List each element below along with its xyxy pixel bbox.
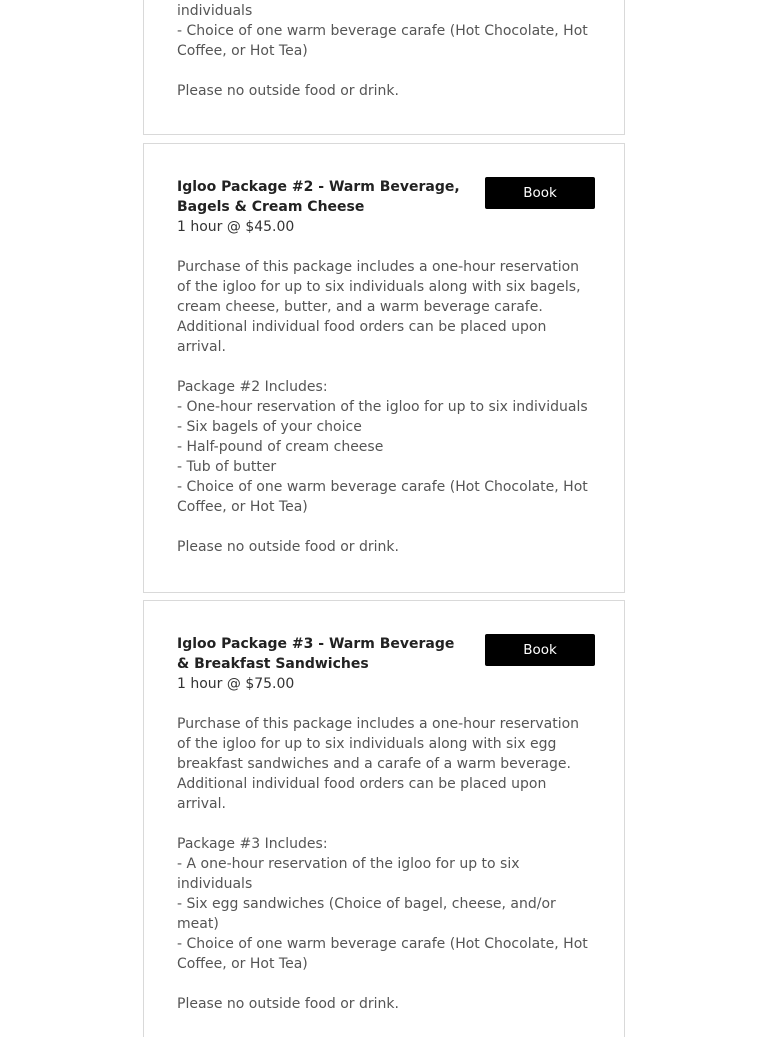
include-item: - One-hour reservation of the igloo for up to six individuals	[177, 399, 588, 415]
include-item: - A one-hour reservation of the igloo for up to six individuals	[177, 856, 520, 892]
package-price: 1 hour @ $45.00	[177, 219, 295, 235]
package-card-1	[143, 0, 625, 135]
include-item: - Six egg sandwiches (Choice of bagel, cheese, and/or meat)	[177, 896, 556, 932]
package-notice: Please no outside food or drink.	[177, 996, 399, 1012]
package-card-body	[177, 177, 595, 557]
package-title: Igloo Package #2 - Warm Beverage, Bagels & Cream Cheese	[177, 179, 460, 215]
include-item: - Choice of one warm beverage carafe (Hot Chocolate, Hot Coffee, or Hot Tea)	[177, 479, 588, 515]
include-item: - Six bagels of your choice	[177, 419, 362, 435]
book-button[interactable]: Book	[485, 634, 595, 666]
includes-heading: Package #3 Includes:	[177, 836, 328, 852]
include-item: - Tub of butter	[177, 459, 277, 475]
include-item: - Half-pound of cream cheese	[177, 439, 384, 455]
package-card-body	[177, 1, 595, 101]
package-description: Purchase of this package includes a one-hour reservation of the igloo for up to six individuals along with six egg breakfast sandwiches and a carafe of a warm beverage. Additional individual food orders can be placed upon arrival.	[177, 716, 580, 812]
include-item: - Choice of one warm beverage carafe (Hot Chocolate, Hot Coffee, or Hot Tea)	[177, 936, 588, 972]
package-card-body	[177, 634, 595, 1014]
package-card-3	[143, 600, 625, 1037]
package-notice: Please no outside food or drink.	[177, 539, 399, 555]
package-card-2	[143, 143, 625, 593]
package-header	[177, 177, 595, 237]
include-item: - Choice of one warm beverage carafe (Hot Chocolate, Hot Coffee, or Hot Tea)	[177, 23, 588, 59]
package-notice: Please no outside food or drink.	[177, 83, 399, 99]
package-description: Purchase of this package includes a one-hour reservation of the igloo for up to six individuals along with six bagels, cream cheese, butter, and a warm beverage carafe. Additional individual food orders can be placed upon arrival.	[177, 259, 581, 355]
book-button[interactable]: Book	[485, 177, 595, 209]
package-header	[177, 634, 595, 694]
package-title: Igloo Package #3 - Warm Beverage & Breakfast Sandwiches	[177, 636, 455, 672]
includes-heading: Package #2 Includes:	[177, 379, 328, 395]
package-price: 1 hour @ $75.00	[177, 676, 295, 692]
include-item: individuals	[177, 3, 253, 19]
